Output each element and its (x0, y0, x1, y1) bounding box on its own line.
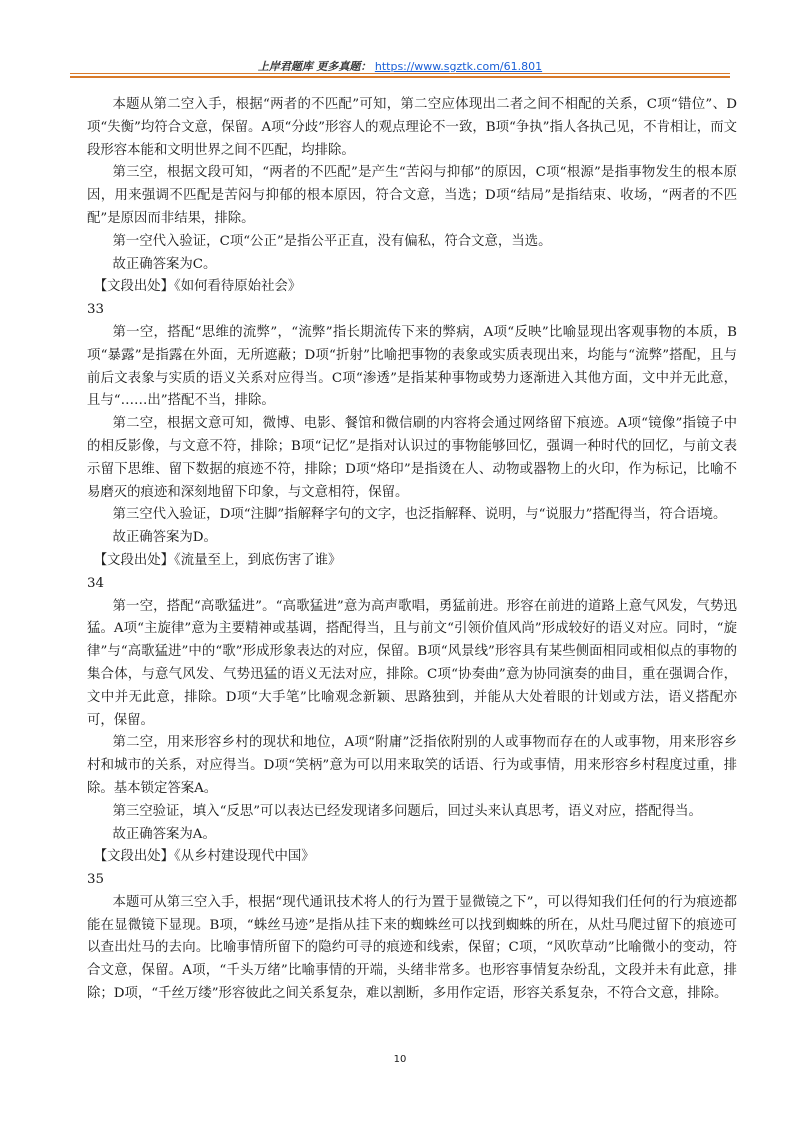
header-divider-thick (70, 76, 730, 78)
paragraph: 第三空代入验证，D项“注脚”指解释字句的文字，也泛指解释、说明，与“说服力”搭配得当，符合语境。 (112, 507, 727, 523)
paragraph: 故正确答案为D。 (112, 530, 217, 546)
paragraph: 故正确答案为A。 (112, 826, 216, 842)
question-number: 35 (87, 872, 105, 888)
paragraph: 第三空验证，填入“反思”可以表达已经发现诸多问题后，回过头来认真思考，语义对应，搭配得当。 (112, 803, 702, 819)
paragraph: 第一空，搭配“思维的流弊”，“流弊”指长期流传下来的弊病，A项“反映”比喻显现出客观事物的本质，B项“暴露”是指露在外面，无所遮蔽；D项“折射”比喻把事物的表象或实质表现出来，均能与“流弊”搭配，且与前后文表象与实质的语义关系对应得当。C项“渗透”是指某种事物或势力逐渐进入其他方面，文中并无此意，且与“……出”搭配不当，排除。 (87, 324, 737, 409)
question-number: 33 (87, 302, 105, 318)
page-number: 10 (393, 1054, 407, 1065)
source-citation: 【文段出处】《流量至上，到底伤害了谁》 (93, 552, 342, 568)
paragraph: 第一空，搭配“高歌猛进”。“高歌猛进”意为高声歌唱，勇猛前进。形容在前进的道路上意气风发，气势迅猛。A项“主旋律”意为主要精神或基调，搭配得当，且与前文“引领价值风尚”形成较好的语义对应。同时，“旋律”与“高歌猛进”中的“歌”形成形象表达的对应，保留。B项“风景线”形容具有某些侧面相同或相似点的事物的集合体，与意气风发、气势迅猛的语义无法对应，排除。C项“协奏曲”意为协同演奏的曲目，重在强调合作，文中并无此意，排除。D项“大手笔”比喻观念新颖、思路独到，并能从大处着眼的计划或方法，语义搭配亦可，保留。 (87, 598, 737, 728)
paragraph: 本题可从第三空入手，根据“现代通讯技术将人的行为置于显微镜之下”，可以得知我们任何的行为痕迹都能在显微镜下显现。B项，“蛛丝马迹”是指从挂下来的蜘蛛丝可以找到蜘蛛的所在，从灶马爬过留下的痕迹可以查出灶马的去向。比喻事情所留下的隐约可寻的痕迹和线索，保留；C项，“风吹草动”比喻微小的变动，符合文意，保留。A项，“千头万绪”比喻事情的开端，头绪非常多。也形容事情复杂纷乱，文段并未有此意，排除；D项，“千丝万缕”形容彼此之间关系复杂，难以割断，多用作定语，形容关系复杂，不符合文意，排除。 (87, 894, 737, 1002)
source-citation: 【文段出处】《如何看待原始社会》 (93, 279, 302, 295)
paragraph: 本题从第二空入手，根据“两者的不匹配”可知，第二空应体现出二者之间不相配的关系，C项“错位”、D项“失衡”均符合文意，保留。A项“分歧”形容人的观点理论不一致，B项“争执”指人各执己见，不肯相让，而文段形容本能和文明世界之间不匹配，均排除。 (87, 97, 737, 158)
document-body (87, 94, 737, 1006)
header-divider (70, 73, 730, 74)
header-brand: 上岸君题库 (257, 60, 313, 73)
source-citation: 【文段出处】《从乡村建设现代中国》 (93, 849, 315, 865)
page-header (0, 58, 800, 74)
paragraph: 第二空，用来形容乡村的现状和地位，A项“附庸”泛指依附别的人或事物而存在的人或事物，用来形容乡村和城市的关系，对应得当。D项“笑柄”意为可以用来取笑的话语、行为或事情，用来形容乡村程度过重，排除。基本锁定答案A。 (87, 735, 737, 796)
paragraph: 第二空，根据文意可知，微博、电影、餐馆和微信刷的内容将会通过网络留下痕迹。A项“镜像”指镜子中的相反影像，与文意不符，排除；B项“记忆”是指对认识过的事物能够回忆，强调一种时代的回忆，与前文表示留下思维、留下数据的痕迹不符，排除；D项“烙印”是指烫在人、动物或器物上的火印，作为标记，比喻不易磨灭的痕迹和深刻地留下印象，与文意相符，保留。 (87, 416, 737, 500)
paragraph: 故正确答案为C。 (112, 256, 217, 272)
paragraph: 第一空代入验证，C项“公正”是指公平正直，没有偏私，符合文意，当选。 (112, 233, 552, 249)
header-more-label: 更多真题： (316, 60, 372, 73)
question-number: 34 (87, 575, 105, 591)
paragraph: 第三空，根据文段可知，“两者的不匹配”是产生“苦闷与抑郁”的原因，C项“根源”是指事物发生的根本原因，用来强调不匹配是苦闷与抑郁的根本原因，符合文意，当选；D项“结局”是指结束、收场，“两者的不匹配”是原因而非结果，排除。 (87, 165, 737, 226)
header-url-link[interactable]: https://www.sgztk.com/61.801 (374, 60, 543, 73)
